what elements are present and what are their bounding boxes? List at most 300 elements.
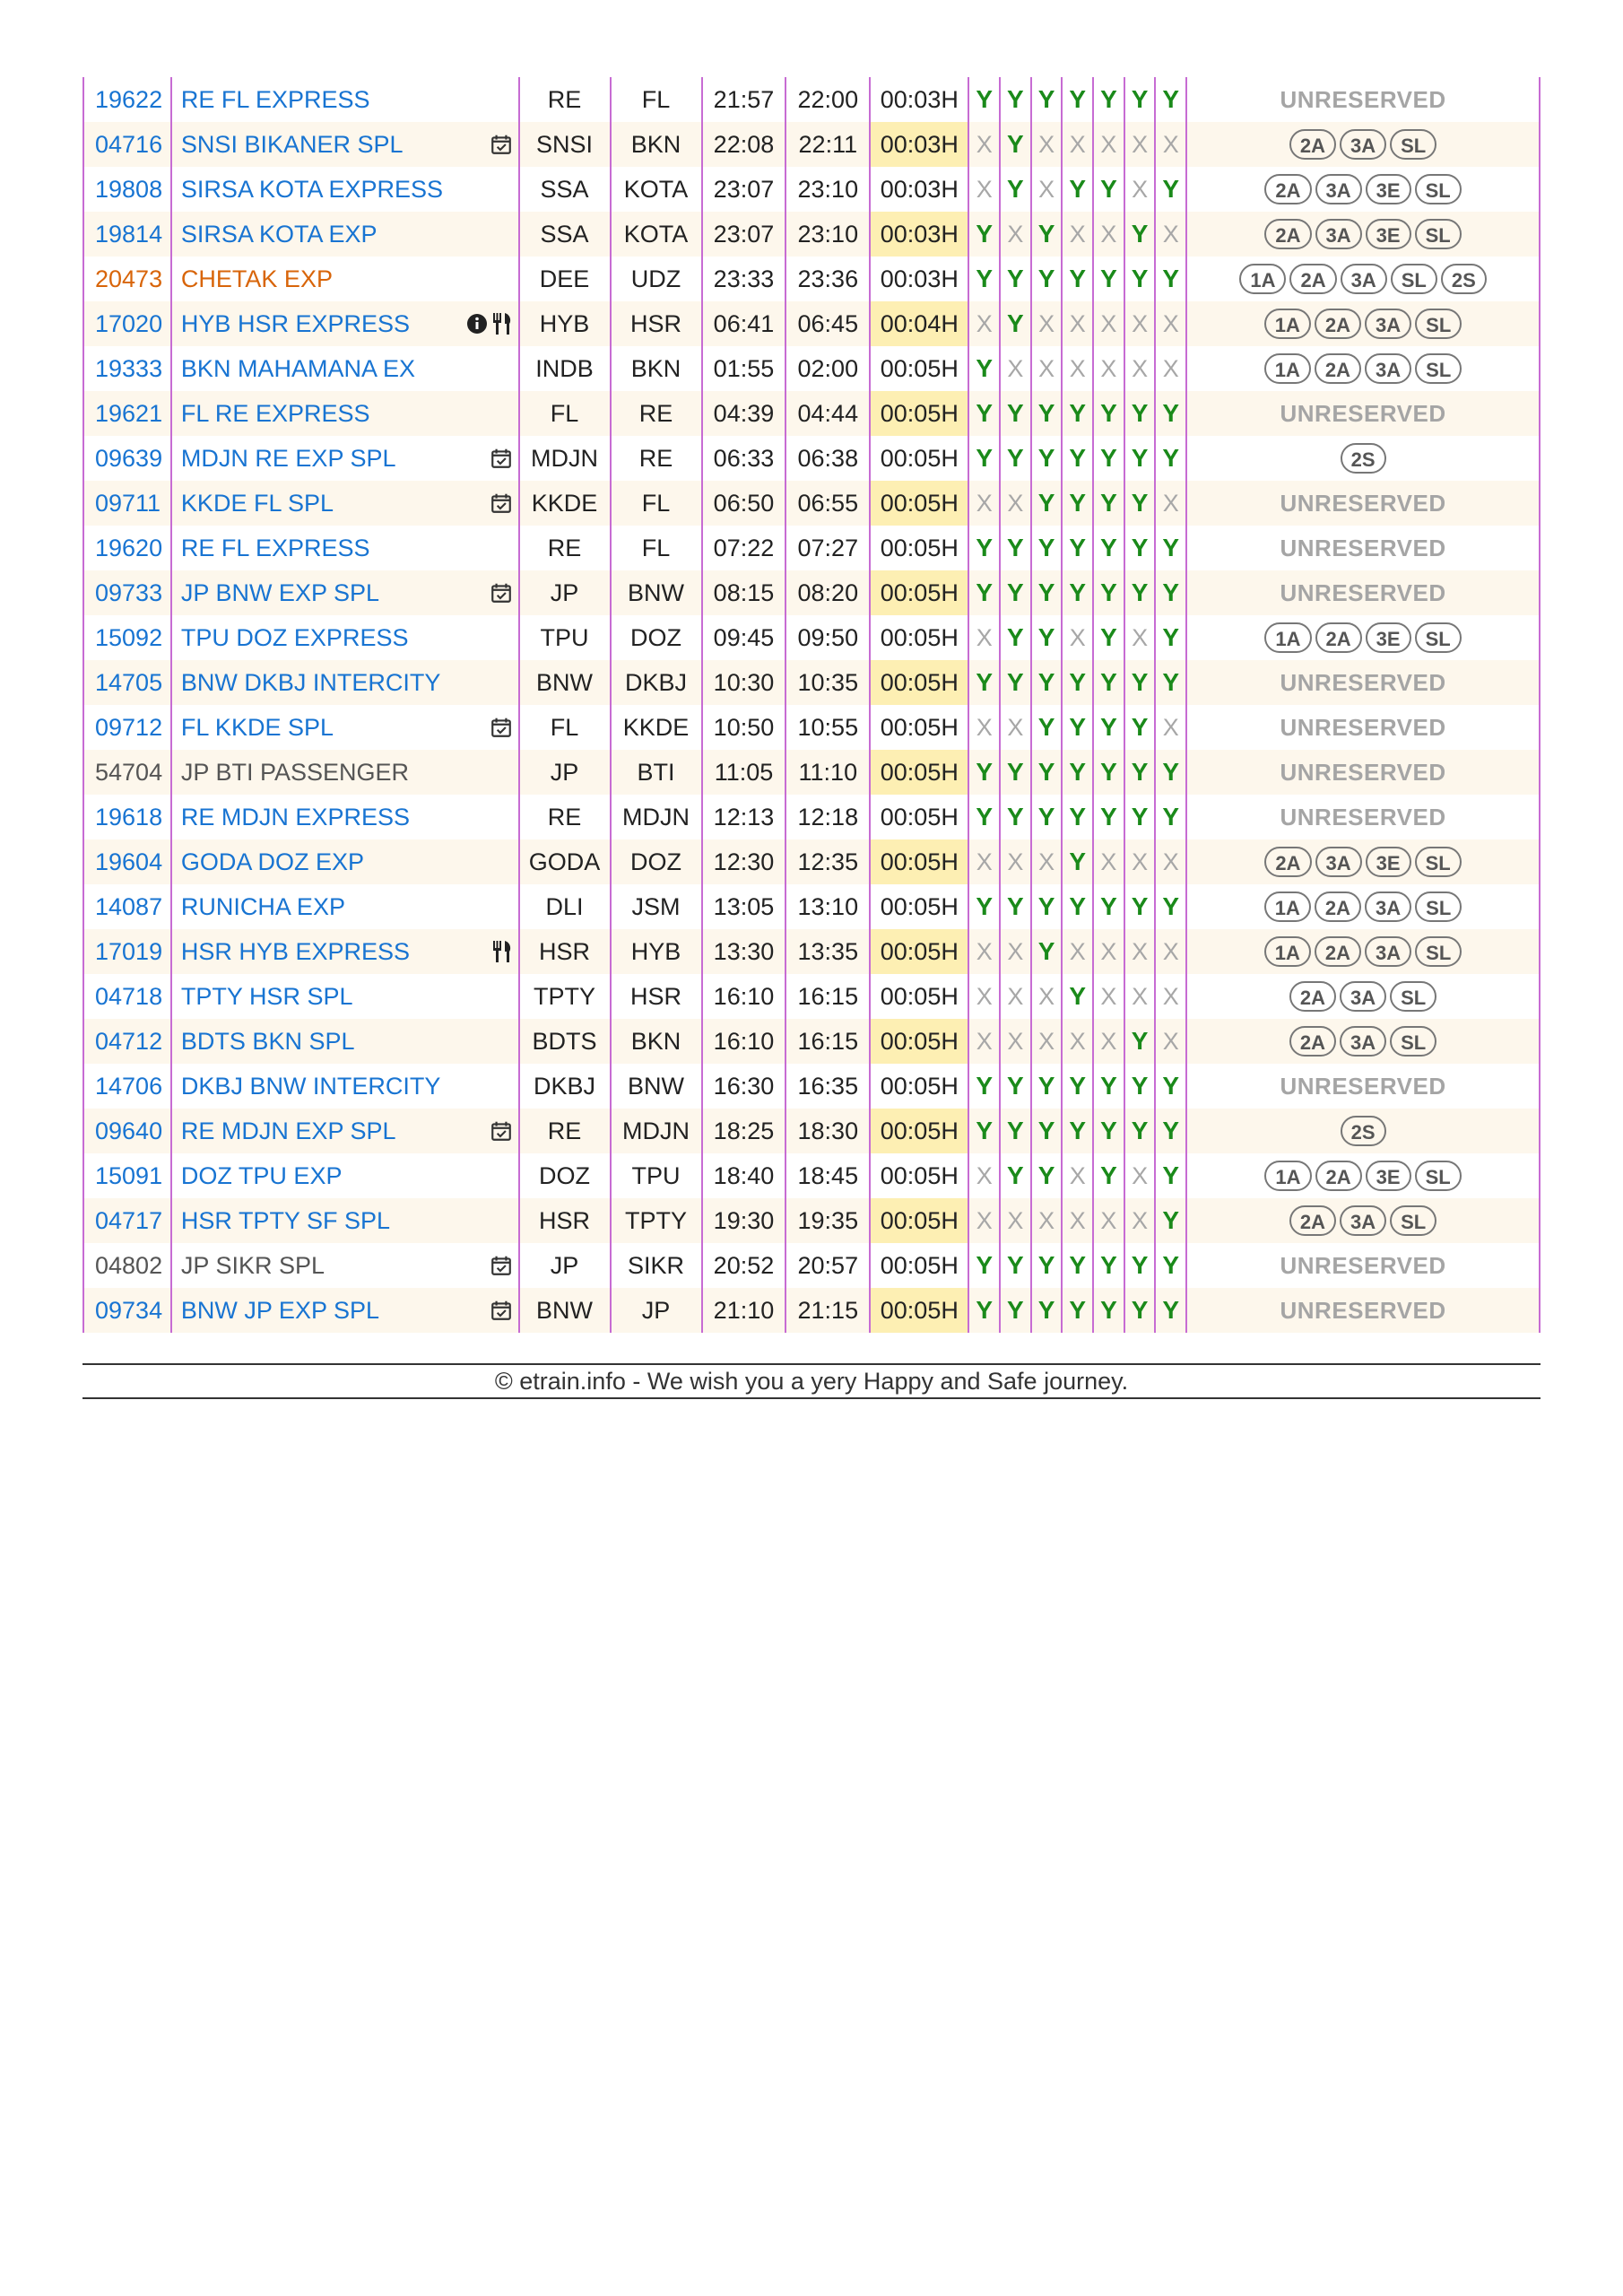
run-day-mark: Y [1131,758,1149,786]
run-day-mark: X [1162,309,1179,337]
train-number-link[interactable]: 04717 [95,1206,163,1234]
train-number-link[interactable]: 04716 [95,130,163,158]
run-day-cell [1155,212,1186,257]
train-name-link[interactable]: DOZ TPU EXP [180,1161,343,1189]
run-day-cell [1062,1288,1093,1333]
train-name-link[interactable]: DKBJ BNW INTERCITY [180,1072,441,1100]
run-day-mark: Y [1069,982,1087,1010]
run-day-mark: Y [1131,578,1149,606]
run-day-cell [1124,257,1156,301]
class-badge[interactable]: SL [1415,174,1462,204]
run-day-cell [1000,391,1031,436]
class-badge[interactable]: 3A [1365,891,1411,922]
train-name-link[interactable]: RE FL EXPRESS [180,85,370,113]
run-day-cell [1000,974,1031,1019]
class-badge[interactable]: SL [1390,129,1436,160]
train-row [83,167,1540,212]
class-badge[interactable]: 2A [1315,1161,1362,1191]
class-badge[interactable]: SL [1390,1026,1436,1057]
class-badge[interactable]: 2A [1315,936,1361,967]
run-day-mark: Y [1162,623,1180,651]
train-number-link[interactable]: 54704 [95,758,163,786]
class-badge[interactable]: SL [1390,1205,1436,1236]
run-day-cell [1124,1243,1156,1288]
run-day-mark: Y [1037,220,1055,248]
run-day-cell [968,570,1000,615]
to-station: KOTA [611,167,702,212]
train-name-link[interactable]: RE MDJN EXPRESS [180,803,410,831]
halt-duration: 00:05H [870,795,968,839]
run-day-mark: X [976,1161,993,1189]
run-day-mark: Y [1037,937,1055,965]
halt-duration: 00:05H [870,1198,968,1243]
run-day-mark: Y [1069,892,1087,920]
to-station: DKBJ [611,660,702,705]
train-number-cell [83,1109,171,1153]
class-badge[interactable]: 3A [1365,353,1411,384]
arrival-time: 06:50 [702,481,786,526]
run-day-mark: X [1162,489,1179,517]
class-badge[interactable]: 3A [1315,174,1362,204]
train-name-link[interactable]: RUNICHA EXP [180,892,345,920]
train-number-link[interactable]: 15092 [95,623,163,651]
run-day-cell [968,77,1000,122]
run-day-mark: Y [1007,758,1024,786]
train-name-link[interactable]: CHETAK EXP [180,265,333,292]
halt-duration: 00:05H [870,570,968,615]
train-name-link[interactable]: TPU DOZ EXPRESS [180,623,409,651]
class-cell [1186,526,1540,570]
run-day-cell [1000,212,1031,257]
run-day-mark: Y [1007,1296,1024,1324]
arrival-time: 12:13 [702,795,786,839]
class-cell [1186,839,1540,884]
run-day-mark: Y [976,444,994,472]
run-day-cell [1000,1153,1031,1198]
run-day-mark: X [1132,982,1149,1010]
class-badge[interactable]: SL [1391,264,1437,294]
run-day-mark: X [1100,309,1117,337]
train-number-cell [83,570,171,615]
run-day-cell [1124,122,1156,167]
run-day-cell [1093,1288,1124,1333]
class-badge[interactable]: 2S [1341,1116,1386,1146]
train-number-link[interactable]: 17020 [95,309,163,337]
train-number-cell [83,122,171,167]
calendar-check-icon[interactable] [490,133,513,156]
run-day-mark: X [976,982,993,1010]
train-number-link[interactable]: 04802 [95,1251,163,1279]
train-name-link[interactable]: MDJN RE EXP SPL [180,444,396,472]
train-number-link[interactable]: 04718 [95,982,163,1010]
run-day-cell [1062,1243,1093,1288]
run-day-mark: Y [976,1296,994,1324]
run-day-mark: X [976,937,993,965]
train-number-link[interactable]: 09639 [95,444,163,472]
pantry-icon[interactable] [491,939,513,964]
train-number-link[interactable]: 19621 [95,399,163,427]
pantry-icon[interactable] [491,311,513,336]
train-number-cell [83,1243,171,1288]
from-station: INDB [519,346,611,391]
departure-time: 16:15 [785,1019,870,1064]
run-day-mark: Y [1007,578,1024,606]
train-number-link[interactable]: 19808 [95,175,163,203]
class-badge[interactable]: 2A [1289,129,1336,160]
run-day-mark: X [1132,848,1149,875]
run-day-mark: Y [1162,444,1180,472]
train-name-link[interactable]: SIRSA KOTA EXPRESS [180,175,444,203]
departure-time: 09:50 [785,615,870,660]
run-day-mark: Y [1037,1117,1055,1144]
from-station: DEE [519,257,611,301]
train-name-link[interactable]: SIRSA KOTA EXP [180,220,378,248]
run-day-cell [1124,1109,1156,1153]
run-day-cell [1093,1109,1124,1153]
train-number-link[interactable]: 19814 [95,220,163,248]
to-station: TPU [611,1153,702,1198]
departure-time: 20:57 [785,1243,870,1288]
train-number-cell [83,929,171,974]
unreserved-label: UNRESERVED [1280,85,1446,113]
from-station: DKBJ [519,1064,611,1109]
train-name-link[interactable]: FL KKDE SPL [180,713,334,741]
run-day-cell [1062,77,1093,122]
class-badge[interactable]: 1A [1264,622,1311,653]
halt-duration: 00:05H [870,1243,968,1288]
class-badge[interactable]: 2A [1289,1026,1336,1057]
footer-text: © etrain.info - We wish you a yery Happy and Safe journey. [494,1368,1129,1395]
run-day-mark: Y [1162,803,1180,831]
class-badge[interactable]: 3A [1365,936,1411,967]
class-badge[interactable]: 2A [1289,981,1336,1012]
run-day-mark: Y [1007,623,1024,651]
class-badge[interactable]: 2A [1264,847,1311,877]
calendar-check-icon[interactable] [490,1299,513,1322]
run-day-mark: X [1007,489,1024,517]
run-day-mark: X [1100,937,1117,965]
unreserved-label: UNRESERVED [1280,489,1446,517]
run-day-cell [1155,1064,1186,1109]
run-day-mark: Y [1037,1251,1055,1279]
class-badge[interactable]: 3A [1340,1205,1386,1236]
run-day-mark: Y [1131,489,1149,517]
train-name-cell [171,705,519,750]
class-badge[interactable]: 3A [1315,847,1362,877]
train-name-link[interactable]: RE FL EXPRESS [180,534,370,561]
unreserved-label: UNRESERVED [1280,713,1446,741]
class-badge[interactable]: SL [1415,622,1462,653]
calendar-check-icon[interactable] [490,1254,513,1277]
run-day-mark: X [1069,130,1086,158]
run-day-mark: Y [1007,1161,1024,1189]
to-station: TPTY [611,1198,702,1243]
class-badge[interactable]: 1A [1264,353,1311,384]
train-name-link[interactable]: SNSI BIKANER SPL [180,130,404,158]
run-day-cell [1124,1288,1156,1333]
train-number-link[interactable]: 09711 [95,489,161,517]
train-number-link[interactable]: 14705 [95,668,163,696]
run-day-cell [1000,301,1031,346]
run-day-mark: X [1069,937,1086,965]
run-day-cell [1062,436,1093,481]
run-day-cell [968,481,1000,526]
calendar-check-icon[interactable] [490,1119,513,1143]
run-day-mark: Y [1069,1117,1087,1144]
train-number-link[interactable]: 17019 [95,937,163,965]
run-day-cell [1031,1064,1063,1109]
run-day-cell [1062,660,1093,705]
run-day-mark: Y [1069,85,1087,113]
class-badge[interactable]: 3A [1365,309,1411,339]
class-badge[interactable]: SL [1415,219,1462,249]
from-station: RE [519,77,611,122]
run-day-mark: Y [1069,758,1087,786]
class-badge[interactable]: 2A [1315,353,1361,384]
departure-time: 19:35 [785,1198,870,1243]
run-day-cell [1155,346,1186,391]
train-name-cell [171,122,519,167]
from-station: SNSI [519,122,611,167]
run-day-mark: Y [1100,1117,1117,1144]
to-station: UDZ [611,257,702,301]
train-row [83,122,1540,167]
train-number-cell [83,77,171,122]
train-row [83,929,1540,974]
run-day-mark: X [1100,220,1117,248]
class-badge[interactable]: 3E [1366,622,1411,653]
train-row [83,212,1540,257]
calendar-check-icon[interactable] [490,581,513,604]
info-icon[interactable] [466,313,488,335]
run-day-mark: X [1038,982,1055,1010]
train-number-link[interactable]: 09734 [95,1296,163,1324]
train-table [82,77,1541,1333]
train-number-cell [83,436,171,481]
class-badge[interactable]: SL [1415,891,1462,922]
arrival-time: 11:05 [702,750,786,795]
train-name-link[interactable]: BKN MAHAMANA EX [180,354,415,382]
train-name-link[interactable]: HYB HSR EXPRESS [180,309,410,337]
class-cell [1186,615,1540,660]
train-number-link[interactable]: 20473 [95,265,163,292]
run-day-mark: X [1007,1206,1024,1234]
run-day-mark: X [1162,848,1179,875]
run-day-cell [1031,1109,1063,1153]
run-day-mark: X [1069,354,1086,382]
run-day-mark: Y [1162,85,1180,113]
run-day-mark: Y [1100,444,1117,472]
run-day-cell [1062,884,1093,929]
run-day-cell [968,1109,1000,1153]
run-day-cell [1000,1288,1031,1333]
to-station: BNW [611,1064,702,1109]
run-day-cell [1155,526,1186,570]
class-badge[interactable]: SL [1415,847,1462,877]
run-day-mark: Y [976,668,994,696]
class-badge[interactable]: 2S [1341,443,1386,474]
class-badge[interactable]: SL [1415,309,1462,339]
to-station: DOZ [611,839,702,884]
class-badge[interactable]: 1A [1239,264,1286,294]
train-name-link[interactable]: GODA DOZ EXP [180,848,364,875]
to-station: HSR [611,301,702,346]
class-badge[interactable]: 3E [1366,174,1411,204]
train-name-link[interactable]: JP BNW EXP SPL [180,578,380,606]
run-day-mark: X [976,623,993,651]
departure-time: 10:35 [785,660,870,705]
arrival-time: 16:10 [702,1019,786,1064]
calendar-check-icon[interactable] [490,716,513,739]
class-badge[interactable]: 3A [1340,129,1386,160]
train-name-link[interactable]: HSR HYB EXPRESS [180,937,410,965]
train-number-link[interactable]: 19333 [95,354,163,382]
class-badge[interactable]: 2A [1315,891,1361,922]
train-number-link[interactable]: 04712 [95,1027,163,1055]
class-badge[interactable]: SL [1390,981,1436,1012]
run-day-mark: Y [1131,1117,1149,1144]
run-day-mark: Y [1069,489,1087,517]
train-number-cell [83,1198,171,1243]
to-station: MDJN [611,1109,702,1153]
run-day-cell [1155,929,1186,974]
train-name-link[interactable]: JP SIKR SPL [180,1251,325,1279]
run-day-mark: Y [1037,85,1055,113]
run-day-mark: Y [1162,175,1180,203]
run-day-mark: Y [1037,534,1055,561]
class-badge[interactable]: 3E [1366,847,1411,877]
class-badge[interactable]: 2A [1264,174,1311,204]
run-day-cell [1062,1019,1093,1064]
run-day-mark: X [1132,175,1149,203]
train-number-link[interactable]: 14706 [95,1072,163,1100]
train-number-link[interactable]: 19622 [95,85,163,113]
run-day-cell [968,750,1000,795]
departure-time: 08:20 [785,570,870,615]
run-day-mark: Y [1100,1161,1117,1189]
class-badge[interactable]: 2S [1441,264,1487,294]
run-day-mark: Y [1037,713,1055,741]
train-name-link[interactable]: RE MDJN EXP SPL [180,1117,396,1144]
run-day-cell [1093,570,1124,615]
class-badge[interactable]: 3A [1315,219,1362,249]
train-number-link[interactable]: 09640 [95,1117,163,1144]
train-row [83,391,1540,436]
run-day-mark: Y [1069,803,1087,831]
run-day-mark: Y [976,758,994,786]
class-badge[interactable]: 3A [1340,981,1386,1012]
train-name-link[interactable]: BNW DKBJ INTERCITY [180,668,441,696]
class-badge[interactable]: 2A [1289,1205,1336,1236]
train-number-link[interactable]: 09712 [95,713,163,741]
class-badge[interactable]: 1A [1264,309,1311,339]
class-badge[interactable]: 3A [1340,1026,1386,1057]
from-station: BNW [519,1288,611,1333]
run-day-cell [1000,750,1031,795]
class-badge[interactable]: SL [1415,353,1462,384]
train-name-link[interactable]: TPTY HSR SPL [180,982,353,1010]
halt-duration: 00:05H [870,705,968,750]
run-day-mark: X [976,175,993,203]
train-number-link[interactable]: 19620 [95,534,163,561]
run-day-cell [1062,1109,1093,1153]
run-day-cell [1124,1019,1156,1064]
run-day-cell [1093,705,1124,750]
run-day-mark: X [1007,982,1024,1010]
class-badge[interactable]: 1A [1264,1161,1311,1191]
class-badge[interactable]: 2A [1289,264,1336,294]
run-day-cell [1124,660,1156,705]
train-name-link[interactable]: KKDE FL SPL [180,489,334,517]
train-row [83,1198,1540,1243]
class-badge[interactable]: 2A [1315,309,1361,339]
run-day-cell [968,615,1000,660]
train-number-link[interactable]: 09733 [95,578,163,606]
train-name-link[interactable]: FL RE EXPRESS [180,399,370,427]
departure-time: 06:45 [785,301,870,346]
run-day-cell [1062,122,1093,167]
train-name-cell [171,974,519,1019]
class-cell [1186,705,1540,750]
train-name-link[interactable]: BNW JP EXP SPL [180,1296,380,1324]
run-day-mark: X [1069,220,1086,248]
train-name-link[interactable]: HSR TPTY SF SPL [180,1206,390,1234]
class-badge[interactable]: SL [1415,1161,1462,1191]
run-day-cell [1093,615,1124,660]
arrival-time: 21:57 [702,77,786,122]
calendar-check-icon[interactable] [490,447,513,470]
halt-duration: 00:05H [870,526,968,570]
train-number-link[interactable]: 19618 [95,803,163,831]
class-badge[interactable]: 2A [1315,622,1362,653]
train-row [83,436,1540,481]
arrival-time: 10:50 [702,705,786,750]
run-day-cell [1155,436,1186,481]
to-station: KOTA [611,212,702,257]
train-name-link[interactable]: JP BTI PASSENGER [180,758,409,786]
departure-time: 16:35 [785,1064,870,1109]
run-day-cell [968,167,1000,212]
train-number-link[interactable]: 15091 [95,1161,163,1189]
train-number-link[interactable]: 14087 [95,892,163,920]
to-station: BKN [611,122,702,167]
halt-duration: 00:05H [870,974,968,1019]
class-badge[interactable]: 1A [1264,936,1311,967]
class-badge[interactable]: 1A [1264,891,1311,922]
calendar-check-icon[interactable] [490,491,513,515]
class-cell [1186,1153,1540,1198]
arrival-time: 08:15 [702,570,786,615]
halt-duration: 00:05H [870,884,968,929]
halt-duration: 00:03H [870,257,968,301]
class-badge[interactable]: 2A [1264,219,1311,249]
class-badge[interactable]: 3A [1341,264,1387,294]
run-day-cell [1000,436,1031,481]
class-badge[interactable]: 3E [1366,219,1411,249]
run-day-mark: Y [1162,668,1180,696]
train-name-link[interactable]: BDTS BKN SPL [180,1027,355,1055]
run-day-cell [1031,301,1063,346]
run-day-mark: Y [1069,265,1087,292]
train-number-link[interactable]: 19604 [95,848,163,875]
train-row [83,301,1540,346]
train-row [83,884,1540,929]
class-badge[interactable]: SL [1415,936,1462,967]
class-badge[interactable]: 3E [1366,1161,1411,1191]
class-cell [1186,974,1540,1019]
run-day-mark: Y [1131,534,1149,561]
train-number-cell [83,301,171,346]
